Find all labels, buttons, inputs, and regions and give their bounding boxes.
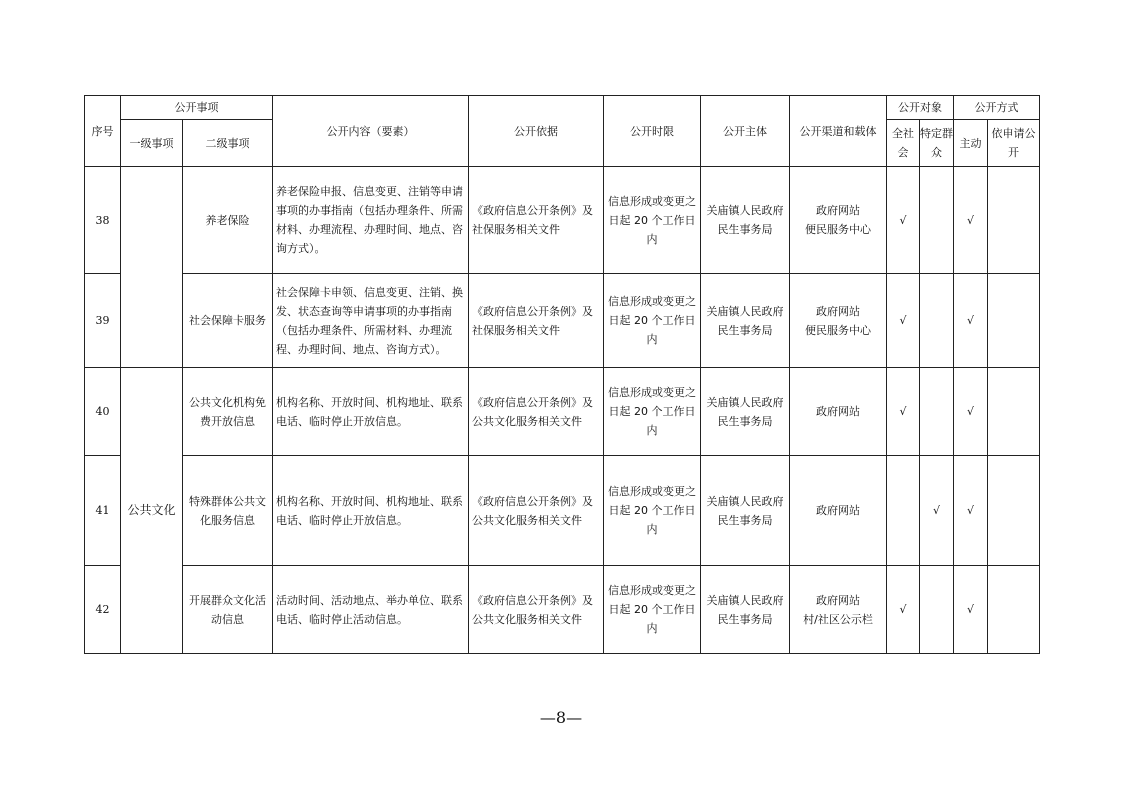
table-row (85, 274, 1040, 368)
method-active-check: √ (954, 456, 988, 566)
target-specific-check (920, 274, 954, 368)
subject-cell: 关庙镇人民政府民生事务局 (701, 274, 790, 368)
row-number: 42 (85, 566, 121, 654)
table-row (85, 566, 1040, 654)
channel-cell: 政府网站 便民服务中心 (790, 167, 887, 274)
header-method-request: 依申请公开 (988, 120, 1040, 167)
basis-cell: 《政府信息公开条例》及公共文化服务相关文件 (469, 456, 604, 566)
header-channel: 公开渠道和载体 (790, 96, 887, 167)
level2-cell: 特殊群体公共文化服务信息 (183, 456, 273, 566)
header-subject: 公开主体 (701, 96, 790, 167)
table-row (85, 167, 1040, 274)
level2-cell: 养老保险 (183, 167, 273, 274)
channel-cell: 政府网站 (790, 368, 887, 456)
method-active-check: √ (954, 167, 988, 274)
subject-cell: 关庙镇人民政府民生事务局 (701, 456, 790, 566)
content-cell: 机构名称、开放时间、机构地址、联系电话、临时停止开放信息。 (273, 368, 469, 456)
subject-cell: 关庙镇人民政府民生事务局 (701, 368, 790, 456)
row-number: 39 (85, 274, 121, 368)
method-request-check (988, 274, 1040, 368)
page-number: —8— (539, 708, 583, 727)
header-basis: 公开依据 (469, 96, 604, 167)
target-specific-check (920, 566, 954, 654)
disclosure-table (84, 95, 1040, 654)
header-level1: 一级事项 (121, 120, 183, 167)
content-cell: 社会保障卡申领、信息变更、注销、换发、状态查询等申请事项的办事指南（包括办理条件、所需材料、办理流程、办理时间、地点、咨询方式）。 (273, 274, 469, 368)
level2-cell: 开展群众文化活动信息 (183, 566, 273, 654)
target-specific-check: √ (920, 456, 954, 566)
header-target-all: 全社会 (887, 120, 920, 167)
time-cell: 信息形成或变更之日起 20 个工作日内 (604, 368, 701, 456)
channel-cell: 政府网站 便民服务中心 (790, 274, 887, 368)
basis-cell: 《政府信息公开条例》及公共文化服务相关文件 (469, 566, 604, 654)
content-cell: 机构名称、开放时间、机构地址、联系电话、临时停止开放信息。 (273, 456, 469, 566)
time-cell: 信息形成或变更之日起 20 个工作日内 (604, 456, 701, 566)
header-method-active: 主动 (954, 120, 988, 167)
content-cell: 养老保险申报、信息变更、注销等申请事项的办事指南（包括办理条件、所需材料、办理流程、办理时间、地点、咨询方式）。 (273, 167, 469, 274)
level1-culture: 公共文化 (121, 368, 183, 654)
method-request-check (988, 368, 1040, 456)
method-request-check (988, 456, 1040, 566)
method-active-check: √ (954, 566, 988, 654)
method-active-check: √ (954, 274, 988, 368)
table-row (85, 456, 1040, 566)
table-row (85, 368, 1040, 456)
content-cell: 活动时间、活动地点、举办单位、联系电话、临时停止活动信息。 (273, 566, 469, 654)
header-target-specific: 特定群众 (920, 120, 954, 167)
target-all-check: √ (887, 566, 920, 654)
header-method: 公开方式 (954, 96, 1040, 120)
method-request-check (988, 167, 1040, 274)
method-request-check (988, 566, 1040, 654)
target-all-check (887, 456, 920, 566)
header-time-limit: 公开时限 (604, 96, 701, 167)
row-number: 40 (85, 368, 121, 456)
target-all-check: √ (887, 274, 920, 368)
header-items: 公开事项 (121, 96, 273, 120)
target-specific-check (920, 167, 954, 274)
level1-cell-empty (121, 167, 183, 368)
header-content: 公开内容（要素） (273, 96, 469, 167)
subject-cell: 关庙镇人民政府民生事务局 (701, 566, 790, 654)
channel-cell: 政府网站 村/社区公示栏 (790, 566, 887, 654)
target-all-check: √ (887, 368, 920, 456)
basis-cell: 《政府信息公开条例》及社保服务相关文件 (469, 274, 604, 368)
basis-cell: 《政府信息公开条例》及公共文化服务相关文件 (469, 368, 604, 456)
channel-cell: 政府网站 (790, 456, 887, 566)
header-seq: 序号 (85, 96, 121, 167)
basis-cell: 《政府信息公开条例》及社保服务相关文件 (469, 167, 604, 274)
time-cell: 信息形成或变更之日起 20 个工作日内 (604, 274, 701, 368)
time-cell: 信息形成或变更之日起 20 个工作日内 (604, 566, 701, 654)
time-cell: 信息形成或变更之日起 20 个工作日内 (604, 167, 701, 274)
level2-cell: 社会保障卡服务 (183, 274, 273, 368)
level2-cell: 公共文化机构免费开放信息 (183, 368, 273, 456)
header-level2: 二级事项 (183, 120, 273, 167)
target-specific-check (920, 368, 954, 456)
method-active-check: √ (954, 368, 988, 456)
row-number: 41 (85, 456, 121, 566)
subject-cell: 关庙镇人民政府民生事务局 (701, 167, 790, 274)
row-number: 38 (85, 167, 121, 274)
header-target: 公开对象 (887, 96, 954, 120)
target-all-check: √ (887, 167, 920, 274)
